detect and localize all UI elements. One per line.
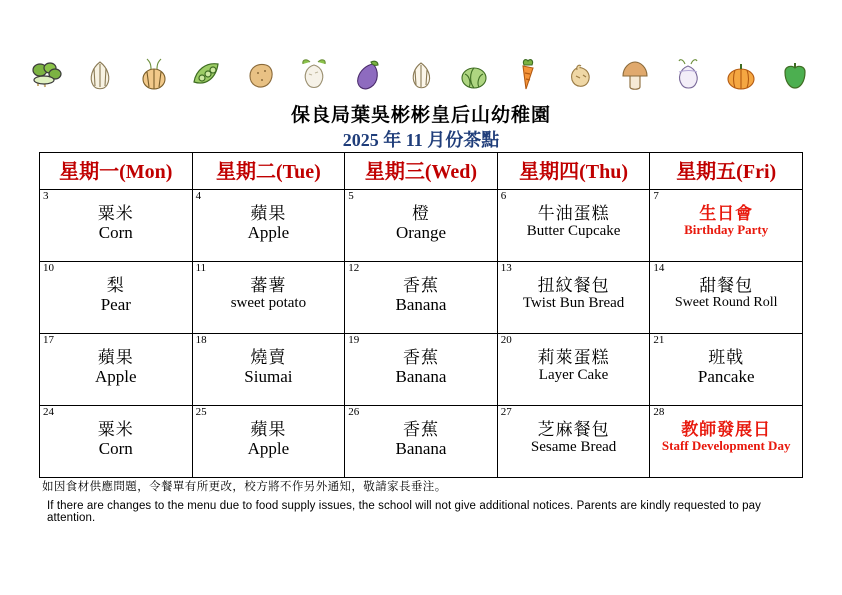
- potato-icon: [244, 56, 278, 94]
- menu-month-title: 2025 年 11 月份茶點: [342, 129, 500, 150]
- table-row: [40, 190, 803, 262]
- snack-zh: 生日會: [699, 204, 754, 223]
- snack-en: Pear: [100, 295, 131, 315]
- day-number: 11: [195, 262, 207, 274]
- day-number: 20: [500, 334, 512, 346]
- day-cell: [192, 262, 345, 334]
- snack-entry: [345, 276, 497, 314]
- header-thursday: 星期四(Thu): [497, 153, 650, 190]
- green-pepper-icon: [778, 56, 812, 94]
- snack-en: Sesame Bread: [530, 439, 617, 456]
- day-number: 7: [653, 190, 659, 202]
- day-cell: [650, 406, 803, 478]
- snack-en: Banana: [395, 295, 447, 315]
- snack-zh: 香蕉: [402, 348, 439, 367]
- day-cell: [650, 262, 803, 334]
- table-row: [40, 334, 803, 406]
- snack-zh: 蕃薯: [250, 276, 287, 295]
- day-cell: [497, 334, 650, 406]
- mushroom-icon: [618, 56, 652, 94]
- snack-entry: [193, 348, 345, 386]
- snack-en: Pancake: [697, 367, 755, 387]
- day-number: 27: [500, 406, 512, 418]
- day-cell: [497, 262, 650, 334]
- snack-zh: 甜餐包: [699, 276, 754, 295]
- day-cell: [40, 334, 193, 406]
- day-cell: [40, 262, 193, 334]
- turnip-icon: [671, 56, 705, 94]
- onion-icon: [137, 56, 171, 94]
- carrot-icon: [511, 56, 545, 94]
- snack-zh: 莉萊蛋糕: [537, 348, 610, 367]
- table-row: [40, 406, 803, 478]
- ginger-icon: [564, 56, 598, 94]
- day-cell: [192, 334, 345, 406]
- snack-en: Corn: [98, 223, 133, 243]
- day-number: 25: [195, 406, 207, 418]
- day-cell: [40, 190, 193, 262]
- garlic-icon: [83, 56, 117, 94]
- day-number: 13: [500, 262, 512, 274]
- garlic-bulb-icon: [404, 56, 438, 94]
- snack-entry: [498, 348, 650, 384]
- snack-entry-highlight: [650, 204, 802, 238]
- day-number: 21: [653, 334, 665, 346]
- snack-en: Banana: [395, 367, 447, 387]
- snack-zh: 粟米: [97, 204, 134, 223]
- day-cell: [345, 334, 498, 406]
- snack-en: Staff Development Day: [661, 438, 791, 454]
- snack-entry: [650, 276, 802, 311]
- day-number: 14: [653, 262, 665, 274]
- snack-entry: [40, 276, 192, 314]
- snack-entry: [193, 276, 345, 312]
- day-cell: [345, 406, 498, 478]
- day-number: 18: [195, 334, 207, 346]
- snack-zh: 蘋果: [97, 348, 134, 367]
- day-cell: [40, 406, 193, 478]
- header-friday: 星期五(Fri): [650, 153, 803, 190]
- note-english: If there are changes to the menu due to food supply issues, the school will not give additional notices. Parents are kindly requested to pay attention.: [47, 500, 762, 524]
- snack-entry: [345, 348, 497, 386]
- day-cell: [345, 262, 498, 334]
- eggplant-icon: [351, 56, 385, 94]
- snack-entry: [498, 420, 650, 456]
- header-wednesday: 星期三(Wed): [345, 153, 498, 190]
- snack-entry: [498, 276, 650, 312]
- snack-entry: [498, 204, 650, 240]
- snack-entry: [345, 420, 497, 458]
- snack-en: Layer Cake: [538, 367, 609, 384]
- snack-en: Birthday Party: [684, 222, 769, 238]
- snack-en: Corn: [98, 439, 133, 459]
- day-cell: [192, 190, 345, 262]
- snack-zh: 芝麻餐包: [537, 420, 610, 439]
- day-number: 5: [348, 190, 354, 202]
- snack-en: sweet potato: [230, 295, 307, 312]
- snack-zh: 橙: [411, 204, 430, 223]
- note-chinese: 如因食材供應問題，令餐單有所更改，校方將不作另外通知，敬請家長垂注。: [42, 481, 447, 493]
- snack-zh: 香蕉: [402, 276, 439, 295]
- snack-en: Apple: [247, 439, 290, 459]
- snack-entry: [650, 348, 802, 386]
- snack-entry: [193, 204, 345, 242]
- pea-pod-icon: [190, 56, 224, 94]
- title-block: [0, 104, 842, 152]
- school-name: 保良局葉吳彬彬皇后山幼稚園: [290, 105, 551, 126]
- vegetable-border-decoration: [30, 52, 812, 98]
- day-cell: [192, 406, 345, 478]
- day-number: 19: [348, 334, 360, 346]
- day-number: 6: [500, 190, 507, 202]
- snack-en: Twist Bun Bread: [522, 295, 625, 312]
- broccoli-icon: [30, 56, 64, 94]
- day-cell: [345, 190, 498, 262]
- snack-entry: [40, 420, 192, 458]
- snack-zh: 香蕉: [402, 420, 439, 439]
- snack-en: Apple: [247, 223, 290, 243]
- snack-zh: 扭紋餐包: [537, 276, 610, 295]
- snack-zh: 班戟: [708, 348, 745, 367]
- lettuce-icon: [457, 56, 491, 94]
- day-number: 10: [43, 262, 54, 274]
- table-row: [40, 262, 803, 334]
- snack-en: Butter Cupcake: [526, 223, 621, 240]
- snack-zh: 蘋果: [250, 204, 287, 223]
- snack-entry: [40, 204, 192, 242]
- snack-zh: 牛油蛋糕: [537, 204, 610, 223]
- snack-entry: [193, 420, 345, 458]
- snack-zh: 教師發展日: [681, 420, 772, 439]
- pumpkin-icon: [724, 56, 758, 94]
- snack-zh: 粟米: [97, 420, 134, 439]
- day-number: 24: [43, 406, 54, 418]
- day-cell: [650, 334, 803, 406]
- snack-en: Sweet Round Roll: [674, 295, 778, 311]
- snack-zh: 梨: [106, 276, 125, 295]
- table-header-row: [40, 153, 803, 190]
- snack-calendar-table: [39, 152, 803, 478]
- snack-zh: 燒賣: [250, 348, 287, 367]
- day-number: 3: [43, 190, 49, 202]
- day-cell: [497, 190, 650, 262]
- snack-entry-highlight: [650, 420, 802, 454]
- day-number: 17: [43, 334, 54, 346]
- day-number: 12: [348, 262, 360, 274]
- snack-en: Orange: [395, 223, 446, 243]
- day-number: 4: [195, 190, 202, 202]
- header-monday: 星期一(Mon): [40, 153, 193, 190]
- day-cell: [650, 190, 803, 262]
- snack-en: Apple: [95, 367, 137, 387]
- day-number: 26: [348, 406, 360, 418]
- snack-en: Banana: [395, 439, 447, 459]
- day-number: 28: [653, 406, 665, 418]
- header-tuesday: 星期二(Tue): [192, 153, 345, 190]
- radish-icon: [297, 56, 331, 94]
- snack-en: Siumai: [244, 367, 293, 387]
- day-cell: [497, 406, 650, 478]
- snack-entry: [40, 348, 192, 386]
- snack-zh: 蘋果: [250, 420, 287, 439]
- snack-entry: [345, 204, 497, 242]
